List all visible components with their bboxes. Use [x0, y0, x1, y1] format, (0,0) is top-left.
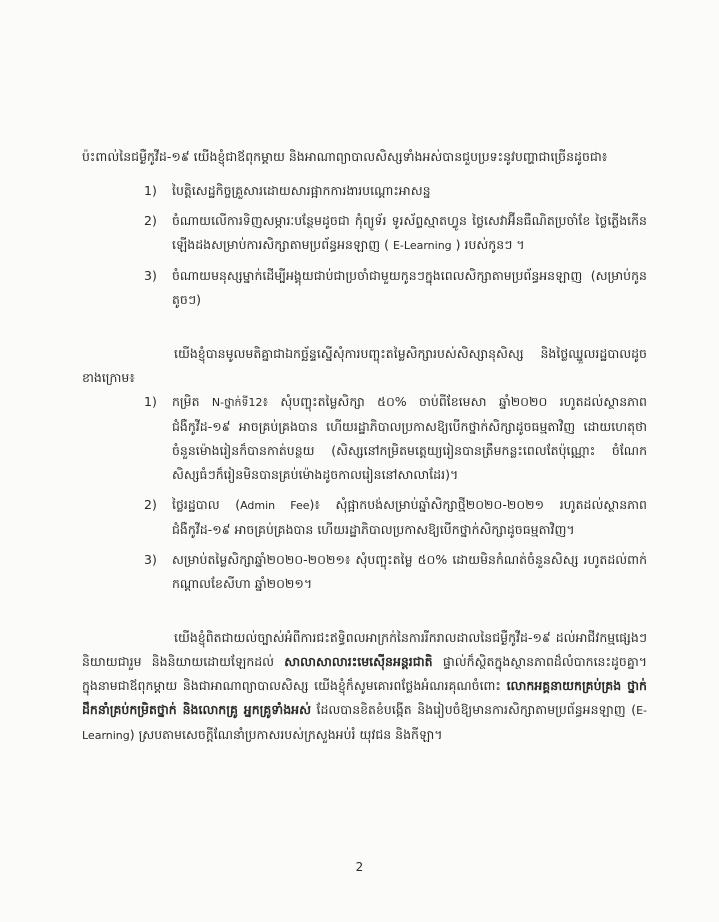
letter-body — [82, 145, 647, 748]
page-number: 2 — [355, 860, 364, 874]
list-item: 1) បៃត្តិសេដ្ឋកិច្ចគ្រួសារដោយសារផ្អាកការងារបណ្តោះអាសន្ន — [144, 183, 431, 198]
list-item: 3) សម្រាប់តម្លៃសិក្សាឆ្នាំ២០២០-២០២១៖ សុំបញ្ចុះតម្លៃ ៥០% ដោយមិនកំណត់ចំនួនសិស្ស រហូតដល់ពាក់កណ្តាលខែសីហា ឆ្នាំ២០២១។ — [144, 552, 647, 591]
list-item: 2) ថ្លៃរដ្ឋបាល (Admin Fee)៖ សុំផ្អាកបង់សម្រាប់ឆ្នាំសិក្សាថ្មី២០២០-២០២១ រហូតដល់ស្ថានភាពជំងឺកូវីដ-១៩ អាចគ្រប់គ្រងបាន ហើយរដ្ឋាភិបាលប្រកាសឱ្យបើកថ្នាក់សិក្សាដូចធម្មតាវិញ។ — [144, 497, 647, 537]
intro-paragraph: ប៉ះពាល់នៃជម្ងឺកូវីដ-១៩ យើងខ្ញុំជាឪពុកម្តាយ និងអាណាព្យាបាលសិស្សទាំងអស់បានជួបប្រទះនូវបញ្ហាជាច្រើនដូចជា៖ — [82, 149, 608, 164]
list-item: 3) ចំណាយមនុស្សម្នាក់ដើម្បីអង្គុយជាប់ជាប្រចាំជាមួយកូនៗក្នុងពេលសិក្សាតាមប្រព័ន្ធអនឡាញ (សម្រាប់កូនតូចៗ) — [144, 268, 647, 307]
requests-list — [82, 390, 647, 596]
closing-paragraph: យើងខ្ញុំពិតជាយល់ច្បាស់អំពីការជះឥទ្ធិពលអាក្រក់នៃការរីករាលដាលនៃជម្ងឺកូវីដ-១៩ ដល់អាជីវកម្មផ្សេងៗ និយាយជារួម និងនិយាយដោយឡែកដល់ សាលាសាលារះមេស៊ើនអន្តរជាតិ ផ្ទាល់ក៏ស្ថិតក្នុងស្ថានភាពដ៏លំបាកនេះដូចគ្នា។ ក្នុងនាមជាឪពុកម្តាយ និងជាអាណាព្យាបាលសិស្ស យើងខ្ញុំក៏សូមគោរពថ្លែងអំណរគុណចំពោះ លោកអគ្គនាយកគ្រប់គ្រង ថ្នាក់ដឹកនាំគ្រប់កម្រិតថ្នាក់ និងលោកគ្រូ អ្នកគ្រូទាំងអស់ ដែលបានខិតខំបង្កើត និងរៀបចំឱ្យមានការសិក្សាតាមប្រព័ន្ធអនឡាញ (E-Learning) ស្របតាមសេចក្តីណែនាំប្រកាសរបស់ក្រសួងអប់រំ យុវជន និងកីឡា។ — [82, 630, 647, 742]
school-name: សាលាសាលារះមេស៊ើនអន្តរជាតិ — [284, 654, 433, 669]
list-item: 2) ចំណាយលើការទិញសម្ភារៈបន្ថែមដូចជា កុំព្យូទ័រ ទូរស័ព្ទស្មាតហ្វូន ថ្លៃសេវាអ៊ីនធឺណិតប្រចាំខែ ថ្លៃភ្លើងកើនឡើងដងសម្រាប់ការសិក្សាតាមប្រព័ន្ធអនឡាញ ( E-Learning ) របស់កូនៗ ។ — [144, 213, 647, 252]
problems-list — [82, 179, 647, 312]
request-intro-paragraph: យើងខ្ញុំបានមូលមតិគ្នាជាឯកច្ឆ័ន្ទស្នើសុំការបញ្ចុះតម្លៃសិក្សារបស់សិស្សានុសិស្ស និងថ្លៃឈ្នួលរដ្ឋបាលដូចខាងក្រោម៖ — [82, 346, 647, 385]
thanks-recipients: លោកអគ្គនាយកគ្រប់គ្រង ថ្នាក់ដឹកនាំគ្រប់កម្រិតថ្នាក់ និងលោកគ្រូ អ្នកគ្រូទាំងអស់ — [82, 678, 647, 717]
list-item: 1) កម្រិត N-ថ្នាក់ទី12៖ សុំបញ្ចុះតម្លៃសិក្សា ៥០% ចាប់ពីខែមេសា ឆ្នាំ២០២០ រហូតដល់ស្ថានភាពជំងឺកូវីដ-១៩ អាចគ្រប់គ្រងបាន ហើយរដ្ឋាភិបាលប្រកាសឱ្យបើកថ្នាក់សិក្សាដូចធម្មតាវិញ ដោយហេតុថាចំនួនម៉ោងរៀនក៏បានកាត់បន្ថយ (សិស្សនៅកម្រិតមត្តេយ្យរៀនបានត្រឹមកន្លះពេលតែប៉ុណ្ណោះ ចំណែកសិស្សធំៗក៏រៀនមិនបានគ្រប់ម៉ោងដូចកាលរៀននៅសាលាដែរ)។ — [144, 394, 647, 482]
